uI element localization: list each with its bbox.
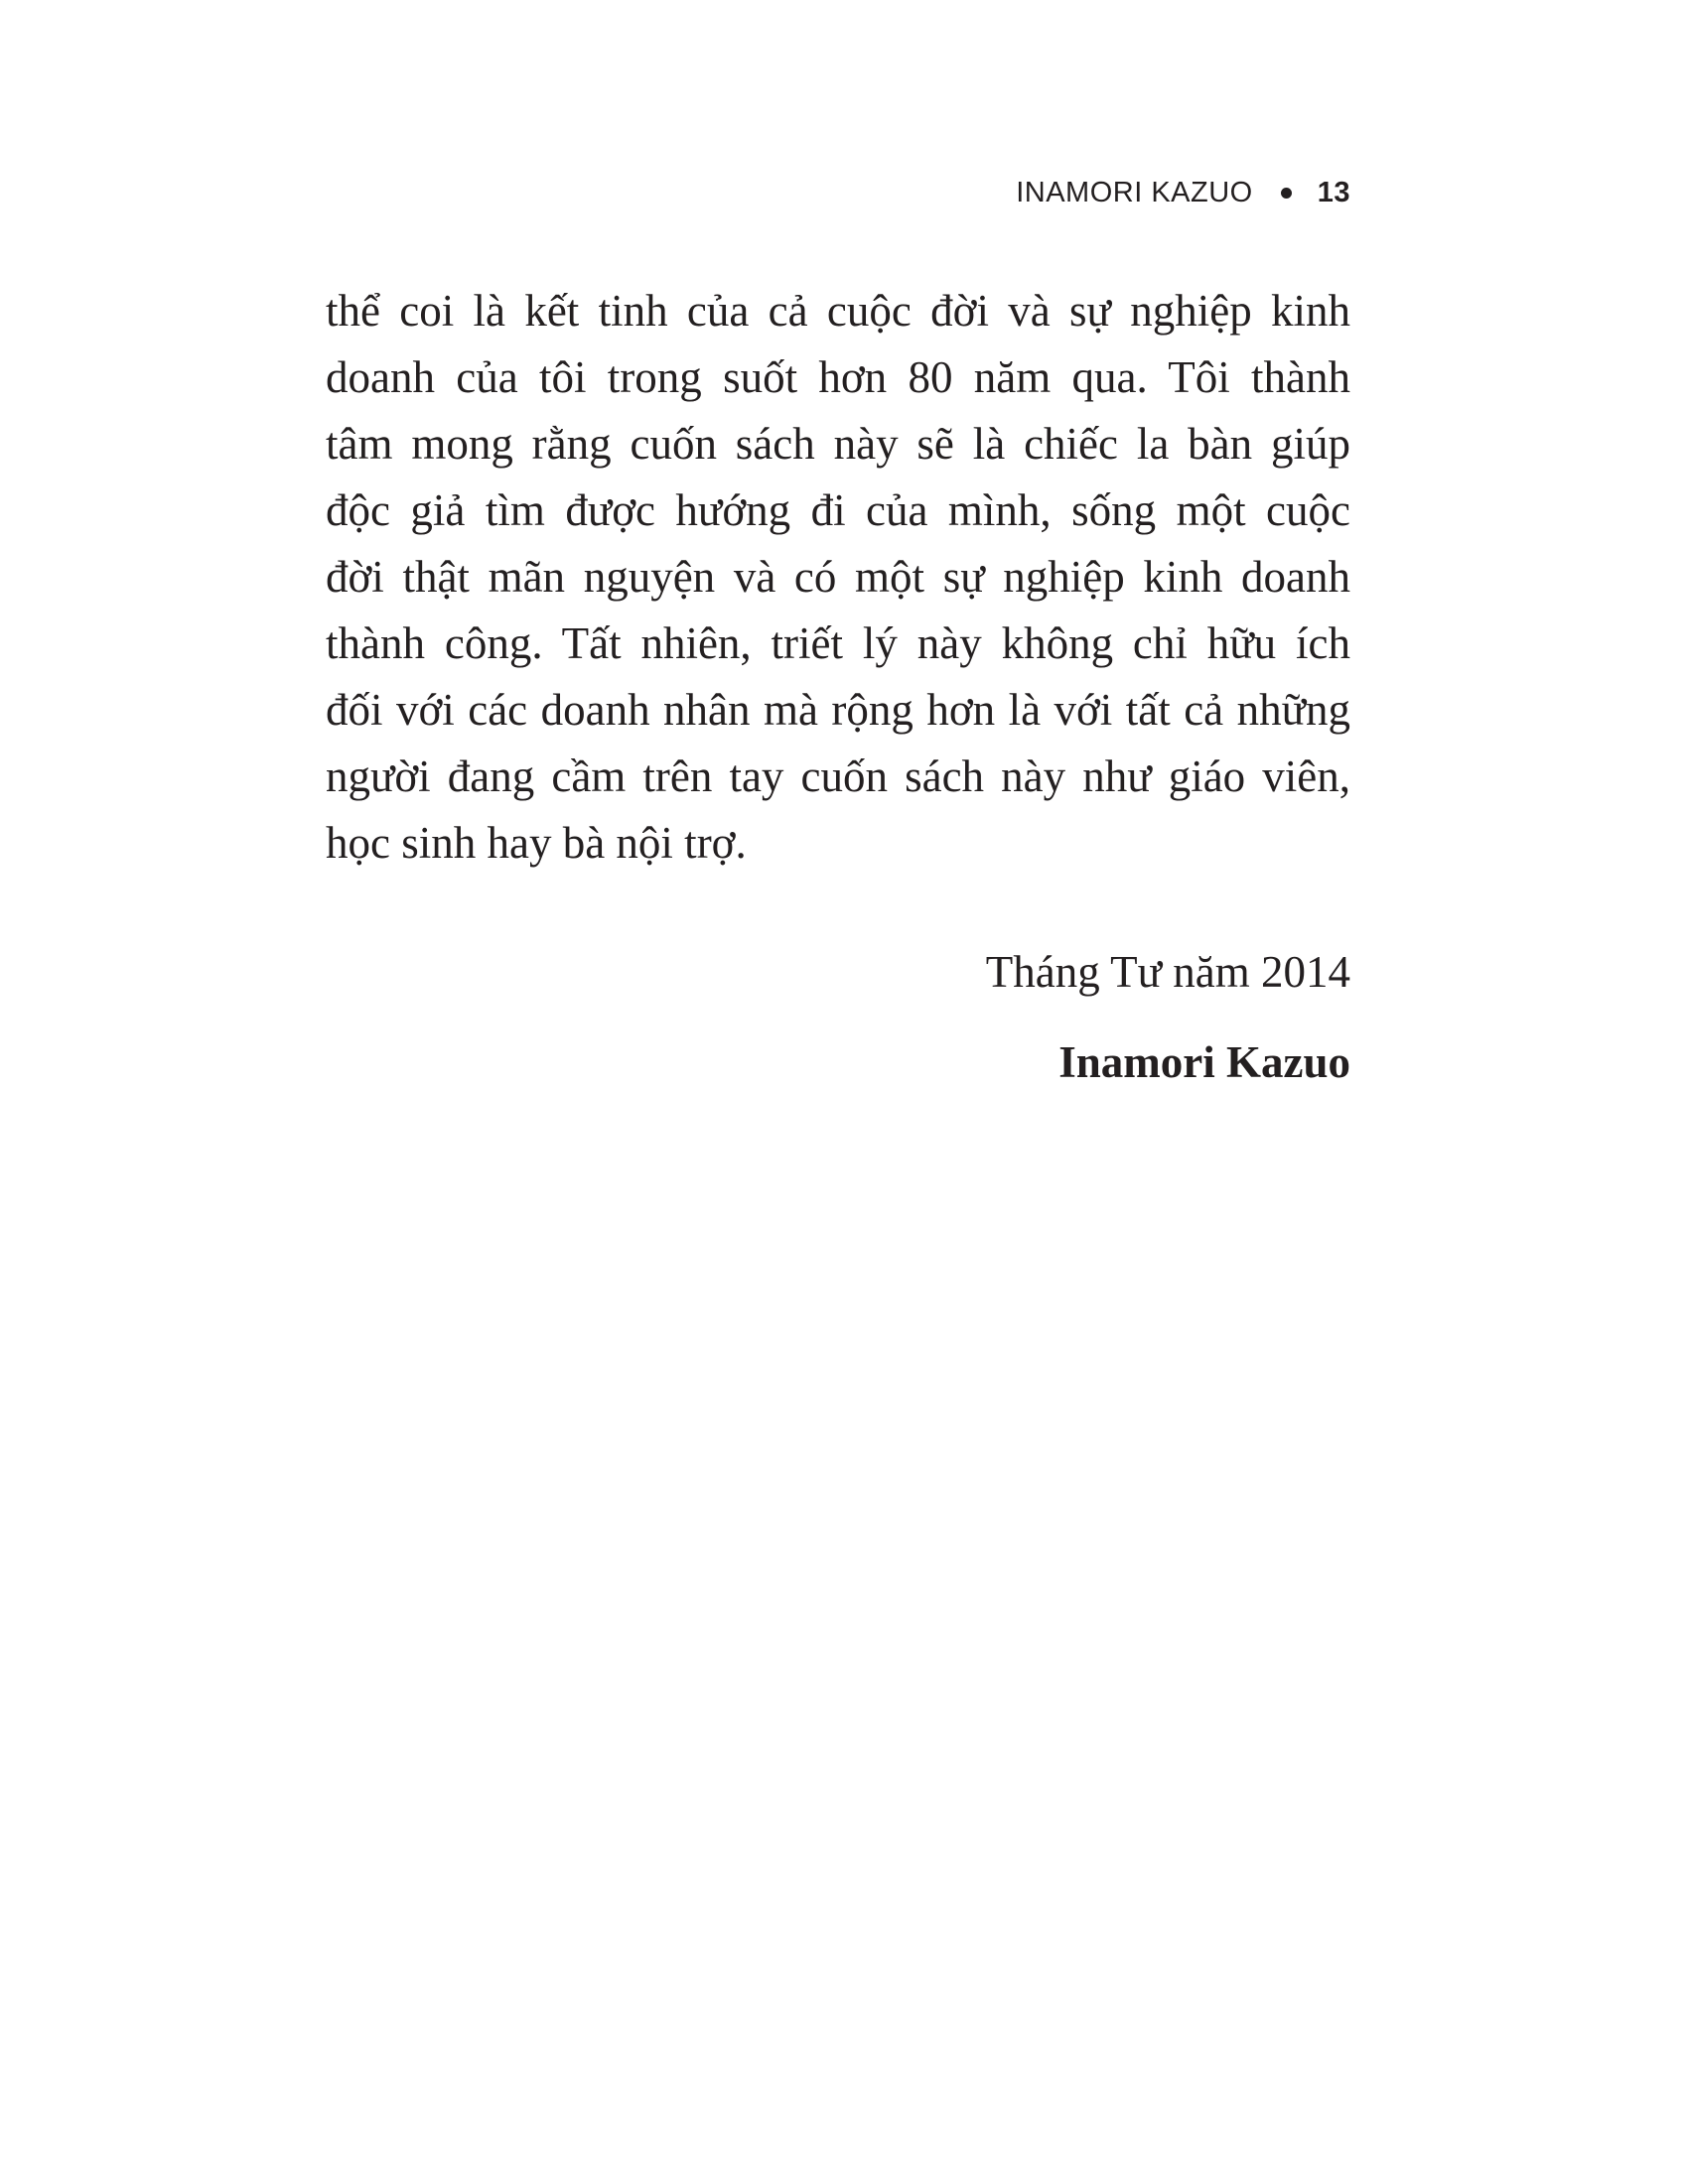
- signoff-date: Tháng Tư năm 2014: [985, 947, 1350, 997]
- text-line: đối với các doanh nhân mà rộng hơn là với tất cả những: [326, 685, 1350, 735]
- page-number: 13: [1317, 177, 1350, 208]
- text-line: thể coi là kết tinh của cả cuộc đời và sự nghiệp kinh: [326, 286, 1350, 336]
- signoff: [986, 939, 1350, 1096]
- running-header: [1016, 177, 1350, 209]
- signoff-author: Inamori Kazuo: [1058, 1037, 1350, 1087]
- header-author: INAMORI KAZUO: [1016, 177, 1253, 208]
- text-line: người đang cầm trên tay cuốn sách này như giáo viên,: [326, 751, 1350, 801]
- bullet-separator-icon: [1281, 188, 1292, 199]
- text-line: học sinh hay bà nội trợ.: [326, 818, 747, 868]
- body-paragraph: [326, 278, 1350, 877]
- text-line: thành công. Tất nhiên, triết lý này không chỉ hữu ích: [326, 618, 1350, 668]
- text-line: tâm mong rằng cuốn sách này sẽ là chiếc la bàn giúp: [326, 419, 1350, 469]
- text-line: đời thật mãn nguyện và có một sự nghiệp kinh doanh: [326, 552, 1350, 602]
- text-line: doanh của tôi trong suốt hơn 80 năm qua. Tôi thành: [326, 352, 1350, 402]
- text-line: độc giả tìm được hướng đi của mình, sống một cuộc: [326, 485, 1350, 535]
